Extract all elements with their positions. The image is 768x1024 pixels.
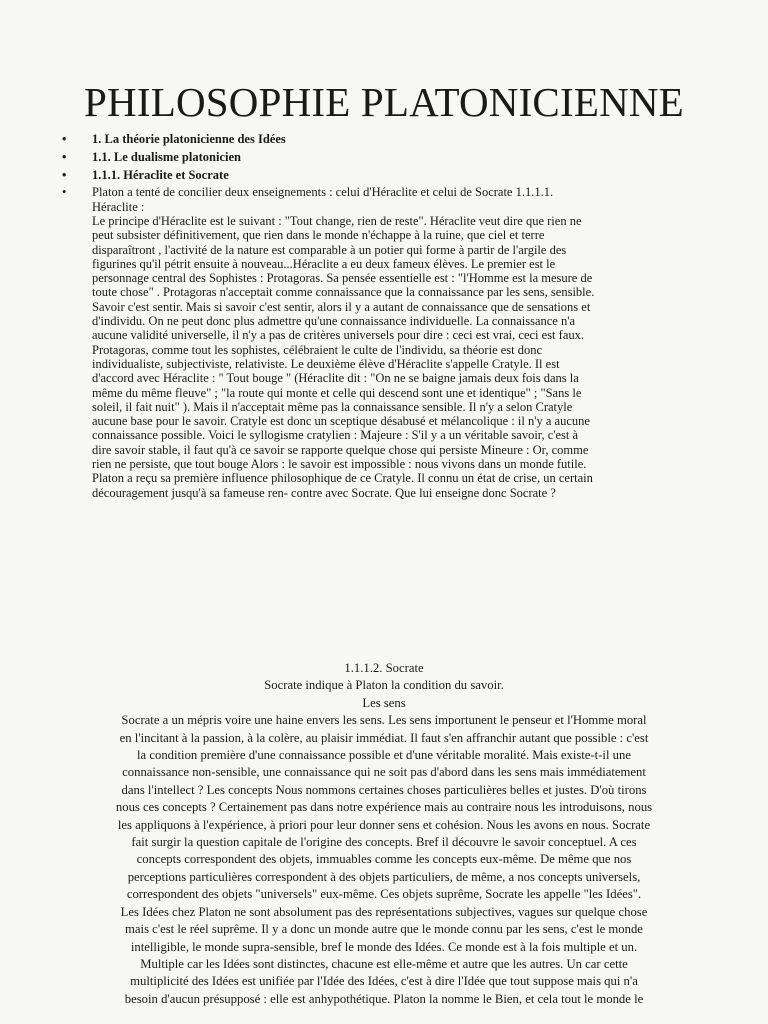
outline-list — [62, 132, 712, 503]
paragraph-line: soleil, il fait nuit" ). Mais il n'acceptait même pas la connaissance sensible. Il n'y a selon Cratyle — [92, 399, 573, 414]
paragraph-line: aucune validité universelle, il n'y a pas de critères universels pour dire : ceci est vrai, ceci est faux. — [92, 328, 584, 343]
paragraph-line: d'individu. On ne peut donc plus admettre qu'une connaissance individuelle. La connaissance n'a — [92, 314, 576, 329]
paragraph-line: concepts correspondent des objets, immuables comme les concepts eux-même. De même que nos — [136, 852, 632, 867]
paragraph-line: rien ne persiste, que tout bouge Alors : le savoir est impossible : nous vivons dans un monde futile. — [92, 457, 587, 472]
paragraph-line: fait surgir la question capitale de l'origine des concepts. Bref il découvre le savoir conceptuel. A ces — [131, 835, 637, 850]
paragraph-line: disparaîtront , l'activité de la nature est comparable à un potier qui forme à partir de l'argile des — [92, 242, 567, 257]
outline-item — [62, 132, 712, 146]
outline-item-label: 1.1.1. Héraclite et Socrate — [92, 167, 229, 182]
paragraph-line: intelligible, le monde supra-sensible, bref le monde des Idées. Ce monde est à la fois multiple et un. — [130, 939, 638, 954]
paragraph-line: individualiste, subjectiviste, relativiste. Le deuxième élève d'Héraclite s'appelle Cratyle. Il est — [92, 356, 560, 371]
outline-item — [62, 168, 712, 182]
socrate-section — [62, 660, 706, 1008]
paragraph-line: Multiple car les Idées sont distinctes, chacune est elle-même et autre que les autres. Un car cette — [140, 956, 628, 971]
paragraph-line: dans l'intellect ? Les concepts Nous nommons certaines choses particulières belles et justes. D'où tirons — [121, 782, 647, 797]
paragraph-line: perceptions particulières correspondent à des objets particuliers, de même, a nos concepts universels, — [127, 869, 641, 884]
paragraph-line: Platon a tenté de concilier deux enseignements : celui d'Héraclite et celui de Socrate 1.1.1.1. — [92, 185, 554, 200]
paragraph-line: la condition première d'une connaissance possible et d'une véritable moralité. Mais existe-t-il une — [137, 748, 631, 763]
page-title: PHILOSOPHIE PLATONICIENNE — [84, 79, 684, 125]
paragraph-line: mais c'est le réel suprême. Il y a donc un monde autre que le monde connu par les sens, c'est le monde — [125, 922, 643, 937]
paragraph-line: Platon a reçu sa première influence philosophique de ce Cratyle. Il connu un état de crise, un certain — [92, 471, 593, 486]
paragraph-line: peut subsister définitivement, que rien dans le monde n'échappe à la ruine, que ciel et terre — [92, 228, 545, 243]
subsection-heading: Les sens — [362, 695, 406, 710]
paragraph-line: connaissance possible. Voici le syllogisme cratylien : Majeure : S'il y a un véritable savoir, c'est à — [92, 428, 579, 443]
paragraph-line: besoin d'aucun présupposé : elle est anhypothétique. Platon la nomme le Bien, et cela tout le monde le — [124, 991, 644, 1006]
outline-item-label: 1. La théorie platonicienne des Idées — [92, 132, 286, 146]
paragraph-line: personnage central des Sophistes : Protagoras. Sa pensée essentielle est : "l'Homme est la mesure de — [92, 271, 593, 286]
section-heading: 1.1.1.2. Socrate — [344, 661, 424, 675]
paragraph-line: toute chose" . Protagoras n'acceptait comme connaissance que la connaissance par les sens, sensible. — [92, 285, 595, 300]
paragraph-line: d'accord avec Héraclite : " Tout bouge " (Héraclite dit : "On ne se baigne jamais deux fois dans la — [92, 371, 579, 386]
bullet-marker: • — [62, 185, 67, 200]
paragraph-line: correspondent des objets "universels" eux-même. Ces objets suprême, Socrate les appelle "les Idées". — [126, 887, 642, 902]
paragraph-line: Socrate indique à Platon la condition du savoir. — [264, 678, 504, 693]
paragraph-line: Héraclite : — [92, 199, 145, 214]
heraclite-paragraph — [92, 185, 712, 500]
paragraph-line: Les Idées chez Platon ne sont absolument pas des représentations subjectives, vagues sur quelque chose — [120, 904, 648, 919]
paragraph-line: même du même fleuve" ; "la route qui monte et celle qui descend sont une et identique" ; "Sans le — [92, 385, 582, 400]
paragraph-line: multiplicité des Idées est unifiée par l'Idée des Idées, c'est à dire l'Idée que tout suppose mais qui n'a — [130, 974, 638, 989]
bullet-marker: • — [62, 149, 67, 164]
paragraph-line: dire savoir stable, il faut qu'à ce savoir se rapporte quelque chose qui persiste Mineure : Or, comme — [92, 442, 589, 457]
paragraph-line: nous ces concepts ? Certainement pas dans notre expérience mais au contraire nous les introduisons, nous — [115, 800, 653, 815]
paragraph-line: figurines qu'il pétrit ensuite à nouveau...Héraclite a eu deux fameux élèves. Le premier est le — [92, 256, 556, 271]
paragraph-line: Savoir c'est sentir. Mais si savoir c'est sentir, alors il y a autant de connaissance que de sensations et — [92, 299, 591, 314]
body-paragraph-item — [62, 185, 712, 500]
outline-item — [62, 150, 712, 164]
paragraph-line: connaissance non-sensible, une connaissance qui ne soit pas d'abord dans les sens mais immédiatement — [122, 765, 646, 780]
paragraph-line: en l'incitant à la passion, à la colère, au plaisir immédiat. Il faut s'en affranchir autant que possible : c'est — [119, 730, 649, 745]
bullet-marker: • — [62, 167, 67, 182]
outline-item-label: 1.1. Le dualisme platonicien — [92, 149, 241, 164]
paragraph-line: Le principe d'Héraclite est le suivant : "Tout change, rien de reste". Héraclite veut dire que rien ne — [92, 213, 582, 228]
paragraph-line: découragement jusqu'à sa fameuse ren- contre avec Socrate. Que lui enseigne donc Socrate ? — [92, 485, 556, 500]
paragraph-line: aucune base pour le savoir. Cratyle est donc un sceptique désabusé et mélancolique : il n'y a aucune — [92, 414, 590, 429]
bullet-marker: • — [62, 132, 67, 146]
paragraph-line: les appliquons à l'expérience, à priori pour leur donner sens et cohésion. Nous les avons en nous. Socrate — [117, 817, 651, 832]
paragraph-line: Protagoras, comme tout les sophistes, célébraient le culte de l'individu, sa théorie est donc — [92, 342, 543, 357]
paragraph-line: Socrate a un mépris voire une haine envers les sens. Les sens importunent le penseur et l'Homme moral — [121, 713, 647, 728]
